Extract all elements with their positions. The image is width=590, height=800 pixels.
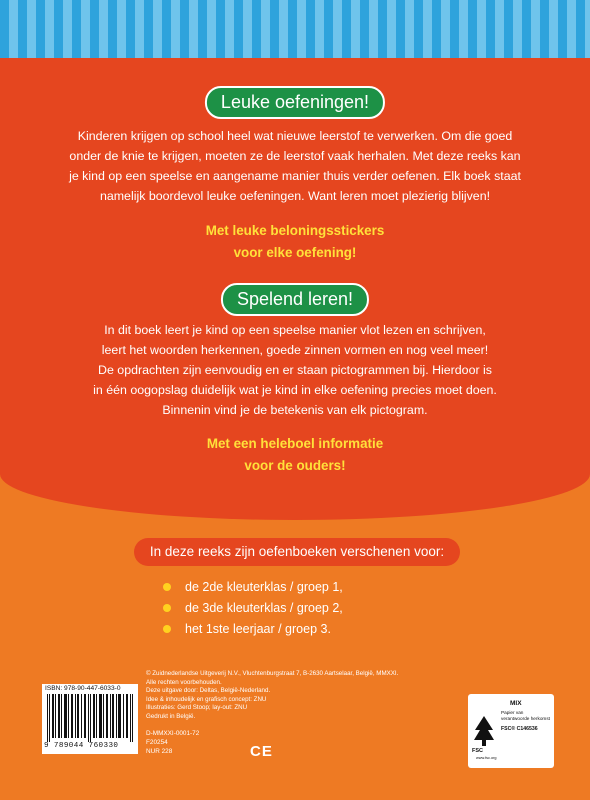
isbn-label: ISBN: 978-90-447-6033-0 [45,685,121,692]
bullet-icon [163,604,171,612]
legal-line: © Zuidnederlandse Uitgeverij N.V., Vluchtenburgstraat 7, B-2630 Aartselaar, België, MMXXI. [146,670,399,677]
series-item [163,598,343,619]
legal-line: Idee & inhoudelijk en grafisch concept: ZNU [146,695,267,703]
section1-highlight [40,220,550,264]
product-codes [146,730,199,756]
fsc-desc-line: Papier van [501,710,524,715]
section-title-leuke-oefeningen: Leuke oefeningen! [205,86,385,119]
section2-line: Binnenin vind je de betekenis van elk pictogram. [162,403,428,417]
legal-line: Gedrukt in België. [146,712,196,720]
section1-line: onder de knie te krijgen, moeten ze de leerstof vaak herhalen. Met deze reeks kan [69,149,521,163]
section1-line: Kinderen krijgen op school heel wat nieuwe leerstof te verwerken. Om die goed [77,129,513,143]
legal-line: Deze uitgave door: Deltas, België-Nederland. [146,687,271,695]
section1-line: namelijk boordevol leuke oefeningen. Want leren moet plezierig blijven! [99,189,491,203]
fsc-logo-text: FSC [472,748,483,754]
fsc-tree-icon [471,714,497,752]
section2-highlight [40,433,550,477]
legal-text [146,670,476,722]
section-title-spelend-leren: Spelend leren! [221,283,369,316]
section2-line: De opdrachten zijn eenvoudig en er staan pictogrammen bij. Hierdoor is [98,363,492,377]
legal-line: Illustraties: Gerd Stoop; lay-out: ZNU [146,704,248,712]
section2-line: leert het woorden herkennen, goede zinnen vormen en nog veel meer! [101,343,489,357]
barcode [42,684,138,754]
highlight-line: Met een heleboel informatie [206,436,384,451]
section2-line: in één oogopslag duidelijk wat je kind in elke oefening precies moet doen. [93,383,497,397]
series-list [163,577,343,640]
section2-line: In dit boek leert je kind op een speelse manier vlot lezen en schrijven, [104,323,486,337]
section2-paragraph [40,320,550,420]
fsc-badge [468,694,554,768]
bullet-icon [163,625,171,633]
highlight-line: voor elke oefening! [233,245,357,260]
highlight-line: Met leuke beloningsstickers [205,223,385,238]
series-item [163,577,343,598]
code-line: D-MMXXI-0001-72 [146,730,200,737]
fsc-url: www.fsc.org [476,756,497,760]
series-item-label: de 3de kleuterklas / groep 2, [185,601,343,615]
striped-header [0,0,590,58]
fsc-code: FSC® C146536 [501,726,538,732]
series-item [163,619,343,640]
code-line: NUR 228 [146,747,173,755]
ce-mark-icon: CE [250,743,273,760]
legal-line: Alle rechten voorbehouden. [146,678,222,686]
bullet-icon [163,583,171,591]
barcode-bars [46,694,134,742]
fsc-description [501,710,550,722]
section1-line: je kind op een speelse en aangename manier thuis verder oefenen. Elk boek staat [69,169,521,183]
series-title-bar: In deze reeks zijn oefenboeken verschenen voor: [134,538,460,566]
series-item-label: het 1ste leerjaar / groep 3. [185,622,331,636]
fsc-desc-line: verantwoorde herkomst [501,716,550,721]
highlight-line: voor de ouders! [244,458,346,473]
code-line: F20254 [146,738,168,746]
barcode-digits: 9 789044 760330 [44,742,119,750]
fsc-mix: MIX [510,700,522,707]
series-item-label: de 2de kleuterklas / groep 1, [185,580,343,594]
section1-paragraph [40,126,550,206]
